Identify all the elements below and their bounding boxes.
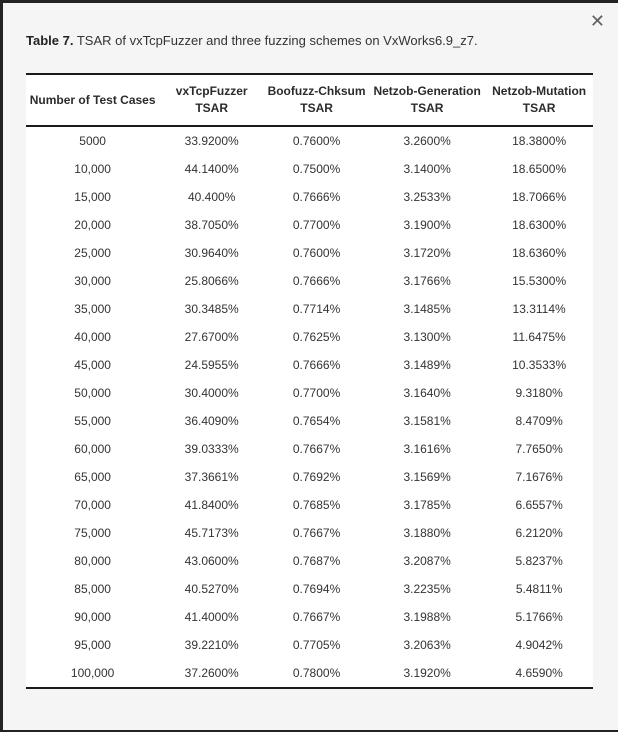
table-cell: 36.4090%: [184, 414, 239, 428]
table-row: [26, 351, 593, 379]
table-cell: 0.7500%: [292, 162, 341, 176]
table-cell: 41.4000%: [184, 610, 239, 624]
table-cell: 4.9042%: [515, 638, 563, 652]
table-cell: 80,000: [74, 554, 111, 568]
table-cell: 39.0333%: [184, 442, 239, 456]
column-header: Number of Test Cases: [26, 74, 159, 126]
table-cell: 25,000: [74, 246, 111, 260]
table-cell: 18.6300%: [512, 218, 567, 232]
table-row: [26, 519, 593, 547]
table-cell: 0.7700%: [292, 386, 341, 400]
table-cell: 3.1569%: [403, 470, 451, 484]
table-cell: 3.2600%: [403, 134, 451, 148]
caption-label: Table 7.: [26, 33, 74, 48]
table-row: [26, 463, 593, 491]
table-cell: 65,000: [74, 470, 111, 484]
table-cell: 25.8066%: [184, 274, 239, 288]
table-cell: 0.7705%: [292, 638, 341, 652]
table-cell: 3.1581%: [403, 414, 451, 428]
table-cell: 0.7666%: [292, 190, 341, 204]
table-cell: 37.2600%: [184, 666, 239, 680]
table-card: [26, 73, 593, 689]
table-row: [26, 155, 593, 183]
table-cell: 3.1616%: [403, 442, 451, 456]
table-row: [26, 435, 593, 463]
data-table: [26, 73, 593, 689]
caption-text: TSAR of vxTcpFuzzer and three fuzzing schemes on VxWorks6.9_z7.: [73, 33, 478, 48]
table-cell: 9.3180%: [515, 386, 563, 400]
table-cell: 20,000: [74, 218, 111, 232]
table-cell: 30.3485%: [184, 302, 239, 316]
table-cell: 0.7667%: [292, 526, 341, 540]
column-header: vxTcpFuzzer TSAR: [159, 74, 264, 126]
table-cell: 24.5955%: [184, 358, 239, 372]
table-cell: 0.7687%: [292, 554, 341, 568]
table-cell: 11.6475%: [512, 330, 566, 344]
table-cell: 3.1920%: [403, 666, 451, 680]
table-row: [26, 295, 593, 323]
table-cell: 27.6700%: [184, 330, 239, 344]
table-cell: 18.7066%: [512, 190, 567, 204]
table-cell: 30,000: [74, 274, 111, 288]
table-cell: 3.1640%: [403, 386, 451, 400]
table-cell: 5000: [79, 134, 106, 148]
table-cell: 0.7667%: [292, 610, 341, 624]
table-cell: 3.1300%: [403, 330, 451, 344]
table-cell: 100,000: [70, 666, 115, 680]
table-cell: 18.6500%: [512, 162, 567, 176]
table-cell: 45,000: [74, 358, 111, 372]
table-cell: 35,000: [74, 302, 111, 316]
table-cell: 43.0600%: [184, 554, 239, 568]
table-cell: 40,000: [74, 330, 111, 344]
table-cell: 18.3800%: [512, 134, 567, 148]
table-row: [26, 659, 593, 688]
column-header: Netzob-Generation TSAR: [369, 74, 485, 126]
table-cell: 33.9200%: [184, 134, 239, 148]
table-row: [26, 547, 593, 575]
table-row: [26, 126, 593, 155]
table-row: [26, 407, 593, 435]
table-cell: 3.1766%: [403, 274, 451, 288]
table-cell: 3.1400%: [403, 162, 451, 176]
table-cell: 95,000: [74, 638, 111, 652]
table-row: [26, 323, 593, 351]
table-cell: 30.4000%: [184, 386, 239, 400]
table-cell: 0.7600%: [292, 246, 341, 260]
table-header-row: [26, 74, 593, 126]
table-cell: 0.7667%: [292, 442, 341, 456]
table-cell: 0.7714%: [292, 302, 341, 316]
table-cell: 39.2210%: [184, 638, 239, 652]
table-cell: 55,000: [74, 414, 111, 428]
table-cell: 0.7666%: [292, 358, 341, 372]
table-cell: 0.7625%: [292, 330, 341, 344]
table-cell: 10.3533%: [512, 358, 567, 372]
table-cell: 3.1900%: [403, 218, 451, 232]
table-cell: 7.7650%: [515, 442, 563, 456]
table-cell: 0.7694%: [292, 582, 341, 596]
table-cell: 3.1988%: [403, 610, 451, 624]
table-cell: 85,000: [74, 582, 111, 596]
table-cell: 40.400%: [187, 190, 236, 204]
table-row: [26, 603, 593, 631]
table-cell: 45.7173%: [184, 526, 239, 540]
table-cell: 70,000: [74, 498, 111, 512]
table-cell: 3.2087%: [403, 554, 451, 568]
table-row: [26, 631, 593, 659]
table-cell: 75,000: [74, 526, 111, 540]
table-cell: 0.7666%: [292, 274, 341, 288]
table-cell: 0.7654%: [292, 414, 341, 428]
table-cell: 3.2063%: [403, 638, 451, 652]
table-cell: 3.2533%: [403, 190, 451, 204]
table-row: [26, 379, 593, 407]
table-cell: 4.6590%: [515, 666, 563, 680]
table-cell: 18.6360%: [512, 246, 567, 260]
table-row: [26, 267, 593, 295]
table-row: [26, 575, 593, 603]
table-cell: 3.1489%: [403, 358, 451, 372]
table-cell: 15.5300%: [512, 274, 567, 288]
table-cell: 10,000: [74, 162, 111, 176]
table-cell: 15,000: [74, 190, 111, 204]
table-cell: 3.1785%: [403, 498, 451, 512]
table-cell: 40.5270%: [184, 582, 239, 596]
table-cell: 8.4709%: [515, 414, 563, 428]
table-cell: 13.3114%: [512, 302, 566, 316]
table-cell: 0.7685%: [292, 498, 341, 512]
table-cell: 0.7692%: [292, 470, 341, 484]
table-cell: 50,000: [74, 386, 111, 400]
table-row: [26, 183, 593, 211]
table-cell: 5.1766%: [515, 610, 563, 624]
table-cell: 38.7050%: [184, 218, 239, 232]
table-cell: 0.7600%: [292, 134, 341, 148]
table-row: [26, 491, 593, 519]
column-header: Netzob-Mutation TSAR: [485, 74, 593, 126]
table-cell: 0.7800%: [292, 666, 341, 680]
table-cell: 0.7700%: [292, 218, 341, 232]
table-row: [26, 239, 593, 267]
table-cell: 5.8237%: [515, 554, 563, 568]
table-cell: 37.3661%: [184, 470, 239, 484]
table-cell: 3.2235%: [403, 582, 451, 596]
table-cell: 3.1880%: [403, 526, 451, 540]
column-header: Boofuzz-Chksum TSAR: [264, 74, 369, 126]
table-cell: 41.8400%: [184, 498, 239, 512]
table-cell: 5.4811%: [515, 582, 563, 596]
table-cell: 3.1485%: [403, 302, 451, 316]
table-cell: 3.1720%: [403, 246, 451, 260]
close-button[interactable]: [588, 11, 607, 33]
table-cell: 6.2120%: [515, 526, 563, 540]
close-icon: ✕: [589, 11, 605, 32]
table-cell: 44.1400%: [184, 162, 239, 176]
table-cell: 30.9640%: [184, 246, 239, 260]
table-cell: 6.6557%: [515, 498, 563, 512]
table-cell: 60,000: [74, 442, 111, 456]
table-cell: 7.1676%: [515, 470, 563, 484]
table-cell: 90,000: [74, 610, 111, 624]
table-row: [26, 211, 593, 239]
table-caption: [3, 3, 618, 49]
